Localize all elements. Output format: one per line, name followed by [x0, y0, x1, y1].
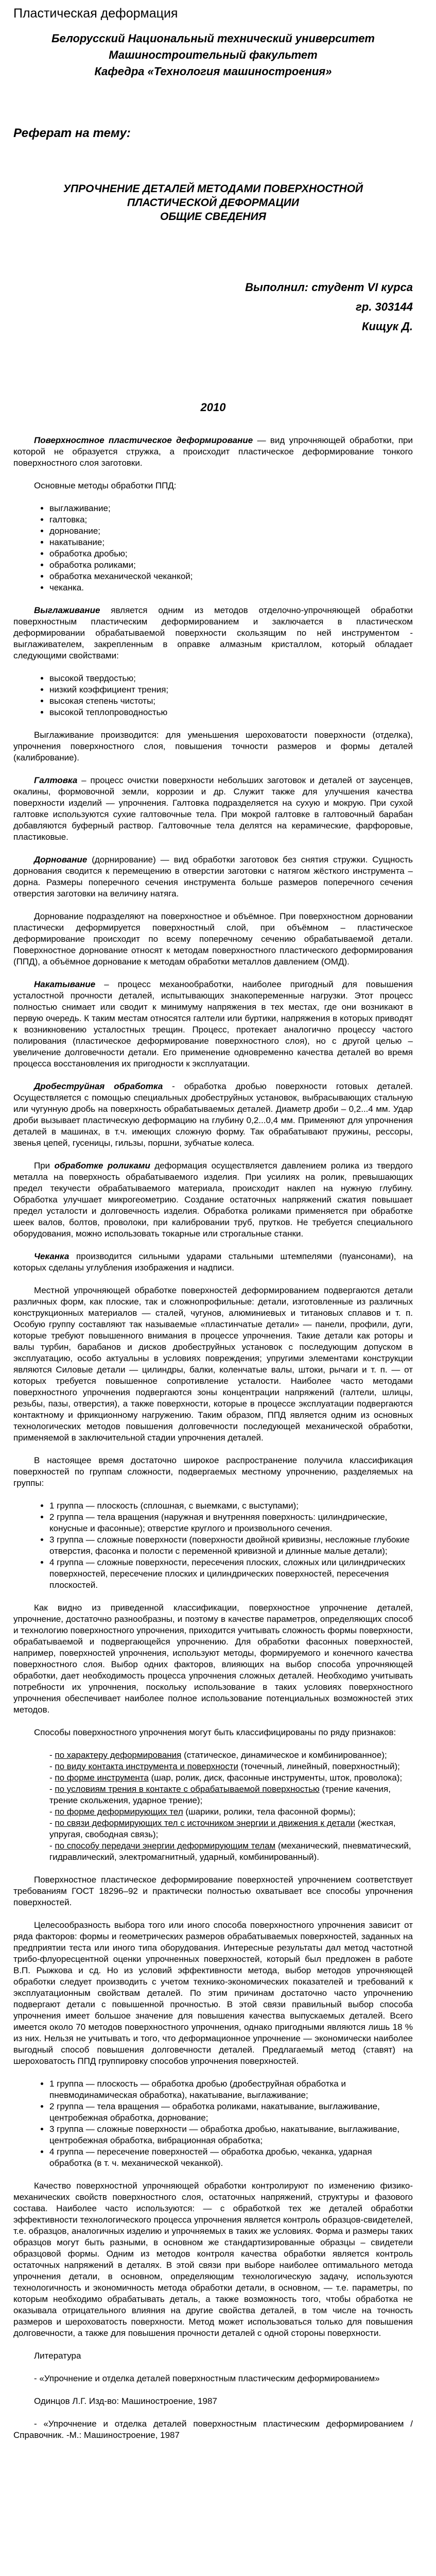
vyglazhivanie-text: является одним из методов отделочно-упрочняющей обработки поверхностным пластическим деформированием и заключается в пластическом деформировании обрабатываемой поверхности скользящим по ней инструментом - выглаживателем, закрепленным в оправке алмазным кристаллом, который обладает следующими свойствами:	[13, 605, 413, 660]
list-item: • накатывание;	[49, 537, 413, 548]
drobestruynaya-paragraph	[13, 1081, 413, 1149]
intro-paragraph	[13, 435, 413, 469]
sposob-lead: по форме деформирующих тел	[55, 1807, 183, 1817]
rolik-pre: При	[34, 1161, 55, 1171]
list-item: - по форме инструмента (шар, ролик, диск, фасонные инструменты, шток, проволока);	[49, 1773, 403, 1783]
list-item: • дорнование;	[49, 526, 413, 537]
document-year: 2010	[200, 401, 226, 414]
literature-heading: Литература	[34, 2351, 81, 2361]
sposoby-intro: Способы поверхностного упрочнения могут быть классифицированы по ряду признаков:	[34, 1727, 396, 1737]
list-item: - по способу передачи энергии деформирующим телам (механический, пневматический, гидравлический, электромагнитный, ударный, комбинированный).	[49, 1841, 411, 1862]
sposob-lead: по связи деформирующих тел с источником энергии и движения к детали	[55, 1818, 355, 1828]
sposob-lead: по форме инструмента	[55, 1773, 149, 1783]
list-item: • чеканка.	[49, 582, 413, 594]
galtovka-term: Галтовка	[34, 775, 78, 785]
document-title: Пластическая деформация	[13, 6, 178, 21]
tekhnologiya-paragraph: Поверхностное пластическое деформирование поверхностей упрочнением соответствует требованиям ГОСТ 18296–92 и практически полностью охватывает все способы упрочнения поверхностей.	[13, 1875, 413, 1907]
list-item: • 1 группа — плоскость — обработка дробью (дробеструйная обработка и пневмодинамическая обработка), накатывание, выглаживание;	[49, 2078, 413, 2101]
nakatyvanie-paragraph	[13, 979, 413, 1070]
author-group: гр. 303144	[356, 300, 413, 313]
author-name: Кищук Д.	[361, 320, 413, 333]
list-item: • обработка дробью;	[49, 548, 413, 560]
methods-list	[13, 503, 413, 594]
literature-item: - «Упрочнение и отделка деталей поверхностным пластическим деформированием»	[34, 2374, 380, 2383]
list-item: • высокая степень чистоты;	[49, 696, 413, 707]
topic-line-3: ОБЩИЕ СВЕДЕНИЯ	[160, 211, 266, 223]
vyglazhivanie-paragraph	[13, 605, 413, 662]
galtovka-paragraph	[13, 775, 413, 843]
intro-text: — вид упрочняющей обработки, при которой не образуется стружка, а происходит пластическое деформирование тонкого поверхностного слоя заготовки.	[13, 435, 413, 468]
list-item: • высокой твердостью;	[49, 673, 413, 684]
literature-item: Одинцов Л.Г. Изд-во: Машиностроение, 1987	[34, 2396, 217, 2406]
nakatyvanie-term: Накатывание	[34, 979, 96, 989]
tselesoobrazno-paragraph: Целесообразность выбора того или иного способа поверхностного упрочнения зависит от ряда факторов: формы и геометрических размеров обрабатываемых поверхностей, заданных на предприятии теста или иного типа оборудования. Интересные результаты дал метод частотной трибо-флуоресцентной оценки упрочненных поверхностей, который был предложен в работе В.П. Рыжкова и сд. Но из условий эффективности метода, выбор методов упрочняющей обработки следует производить с учетом технико-экономических показателей и требований к эксплуатационным свойствам деталей. По этим причинам достаточно часто упрочнению подвергают детали с повышенной прочностью. В этой связи правильный выбор способа упрочнения имеет большое значение для повышения качества выпускаемых деталей. Всего имеется около 70 методов поверхностного упрочнения, однако пригодными являются лишь 18 % из них. Нельзя не учитывать и того, что деформационное упрочнение — экономически наиболее выгодный способ повышения долговечности деталей. Предлагаемый метод (ставят) на шероховатость ППД группировку способов упрочнения поверхностей.	[13, 1920, 413, 2066]
department-name: Кафедра «Технология машиностроения»	[94, 65, 332, 78]
rolik-paragraph	[13, 1160, 413, 1240]
nakatyvanie-text: – процесс механообработки, наиболее пригодный для повышения усталостной прочности деталей, испытывающих знакопеременные нагрузки. Этот процесс полностью снимает или сводит к минимуму напряжения в тех местах, где они возникают в первую очередь. К таким местам относятся галтели или буртики, напряжения в которых приводят к возникновению усталостных трещин. Процесс, протекает аналогично процессу частого полирования (пластическое деформирование поверхностного слоя), но с другой целью – увеличение долговечности детали. Его применение одновременно качества деталей во время процесса восстановления их пригодности к эксплуатации.	[13, 979, 413, 1069]
chekanka-term: Чеканка	[34, 1251, 69, 1261]
sposoby-list	[13, 1750, 413, 1863]
sposob-lead: по характеру деформирования	[55, 1750, 182, 1760]
list-item: • галтовка;	[49, 514, 413, 526]
mestnoe-paragraph: Местной упрочняющей обработке поверхностей деформированием подвергаются детали различных форм, как плоские, так и сложнопрофильные: детали, изготовленные из различных конструкционных материалов — сталей, чугунов, алюминиевых и титановых сплавов и т. п. Особую группу составляют так называемые «пластинчатые детали» — панели, профили, дуги, которые требуют повышенного внимания в процессе упрочнения. Такие детали как роторы и валы турбин, барабанов и дисков дробеструйных установок с последующим допуском в эксплуатацию, особо актуальны в условиях повреждения; упругими элементами конструкции являются Силовые детали — цилиндры, балки, коленчатые валы, штоки, рычаги и т. п. — от которых требуется повышенное сопротивление усталости. Наиболее часто методами поверхностного упрочнения подвергаются зоны концентрации напряжений (галтели, шлицы, резьбы, пазы, отверстия), а также поверхности, которые в процессе эксплуатации подвергаются контактному и фрикционному нагружению. Таким образом, ППД является одним из основных технологических методов повышения долговечности последующей механической обработки, применяемой в заключительной стадии упрочнения деталей.	[13, 1285, 413, 1443]
list-item: • 1 группа — плоскость (сплошная, с выемками, с выступами);	[49, 1500, 413, 1512]
intro-term: Поверхностное пластическое деформирование	[34, 435, 253, 445]
chekanka-text: производится сильными ударами стальными штемпелями (пуансонами), на которых сделаны углубления изображения и надписи.	[13, 1251, 413, 1273]
galtovka-text: – процесс очистки поверхности небольших заготовок и деталей от заусенцев, окалины, формовочной земли, коррозии и др. Служит также для улучшения качества поверхности изделий — упрочнения. Галтовка подразделяется на сухую и мокрую. При сухой галтовке используются сухие галтовочные тела. При мокрой галтовке в галтовочный барабан добавляются буферный раствор. Галтовочные тела делятся на керамические, фарфоровые, пластиковые.	[13, 775, 413, 842]
rolik-text: деформация осуществляется давлением ролика из твердого металла на поверхность обрабатываемого изделия. При усилиях на ролик, превышающих предел текучести обрабатываемого материала, происходит наклеп на нужную глубину. Обработка улучшает микрогеометрию. Создание остаточных напряжений сжатия повышает предел усталости и долговечность изделия. Обработка роликами применяется при обработке шеек валов, болтов, проволоки, при калибровании труб, прутков. Не требуется специального оборудования, можно использовать токарные или строгальные станки.	[13, 1161, 413, 1239]
vyglazhivanie-result: Выглаживание производится: для уменьшения шероховатости поверхности (отделка), упрочнения поверхностного слоя, повышения точности размеров и формы деталей (калибрование).	[13, 730, 413, 762]
dornovanie-paragraph	[13, 854, 413, 900]
groups-list	[13, 1500, 413, 1591]
university-name: Белорусский Национальный технический университет	[51, 32, 375, 45]
drobestruynaya-term: Дробеструйная обработка	[34, 1081, 163, 1091]
list-item: • 3 группа — сложные поверхности (поверхности двойной кривизны, несложные глубокие отверстия, фасонка и полости с переменной кривизной и длинные малые детали);	[49, 1534, 413, 1557]
list-item: • 4 группа — пересечение поверхностей — обработка дробью, чеканка, ударная обработка (в т. ч. механической чеканкой).	[49, 2146, 413, 2169]
list-item: - по характеру деформирования (статическое, динамическое и комбинированное);	[49, 1750, 387, 1760]
list-item: - по условиям трения в контакте с обрабатываемой поверхностью (трение качения, трение скольжения, ударное трение);	[49, 1784, 391, 1805]
faculty-name: Машиностроительный факультет	[109, 48, 318, 61]
list-item: • 4 группа — сложные поверхности, пересечения плоских, сложных или цилиндрических поверхностей, пересечение плоских и цилиндрических поверхностей, пересечения плоскостей.	[49, 1557, 413, 1591]
list-item: • высокой теплопроводностью	[49, 707, 413, 718]
author-course: Выполнил: студент VI курса	[245, 281, 413, 294]
topic-line-2: ПЛАСТИЧЕСКОЙ ДЕФОРМАЦИИ	[127, 197, 299, 209]
list-item: • 2 группа — тела вращения (наружная и внутренняя поверхность: цилиндрические, конусные и фасонные); отверстие круглого и произвольного сечения.	[49, 1512, 413, 1534]
document-body	[13, 435, 413, 2441]
list-item: - по форме деформирующих тел (шарики, ролики, тела фасонной формы);	[49, 1807, 356, 1817]
university-header	[13, 30, 413, 80]
list-item: - по связи деформирующих тел с источником энергии и движения к детали (жесткая, упругая, свободная связь);	[49, 1818, 396, 1839]
kontrol-paragraph: Качество поверхностной упрочняющей обработки контролируют по изменению физико-механических свойств поверхностного слоя, остаточных напряжений, структуры и фазового состава. Наиболее часто используются: — с обработкой тех же деталей обработки эффективности технологического процесса упрочнения является контроль образцов-свидетелей, т.е. образцов, аналогичных изделию и упрочняемых в таких же условиях. Форма и размеры таких образцов могут быть разными, в основном же стандартизированные образцы – свидетели образцовой формы. Одним из методов контроля качества обработки является контроль остаточных напряжений в деталях. В этой связи при выборе наиболее оптимального метода упрочнения детали, в основном, определяющим технологическую задачу, используются технологичность и экономичность метода обработки детали, в основном, — т.е. параметры, по которым необходимо обрабатывать деталь, а также возможность того, чтобы обработка не оказывала отрицательного влияния на другие свойства деталей, в том числе на точность размеров и шероховатость поверхности. Метод может использоваться только для повышения долговечности, а также для повышения прочности деталей с одной стороны поверхности.	[13, 2181, 413, 2338]
list-item: • 3 группа — сложные поверхности — обработка дробью, накатывание, выглаживание, центробежная обработка, вибрационная обработка;	[49, 2124, 413, 2146]
list-item: • обработка механической чеканкой;	[49, 571, 413, 582]
topic-line-1: УПРОЧНЕНИЕ ДЕТАЛЕЙ МЕТОДАМИ ПОВЕРХНОСТНОЙ	[63, 183, 363, 195]
list-item: • 2 группа — тела вращения — обработка роликами, накатывание, выглаживание, центробежная обработка, дорнование;	[49, 2101, 413, 2124]
dornovanie-term: Дорнование	[34, 855, 88, 865]
sposob-lead: по виду контакта инструмента и поверхности	[55, 1761, 238, 1771]
vyglazhivanie-term: Выглаживание	[34, 605, 100, 615]
pgroups-list	[13, 2078, 413, 2169]
literature-item: - «Упрочнение и отделка деталей поверхностным пластическим деформированием /Справочник. -М.: Машиностроение, 1987	[13, 2419, 413, 2440]
sposob-lead: по условиям трения в контакте с обрабатываемой поверхностью	[55, 1784, 320, 1794]
referat-topic	[13, 182, 413, 224]
list-item: • выглаживание;	[49, 503, 413, 514]
rolik-term: обработке роликами	[54, 1161, 150, 1171]
vyglazhivanie-props-list	[13, 673, 413, 718]
author-block	[13, 278, 413, 336]
dornovanie-paragraph-2: Дорнование подразделяют на поверхностное и объёмное. При поверхностном дорновании пластически деформируется поверхностный слой, при объёмном – пластическое деформирование происходит по всему поперечному сечению обрабатываемой детали. Поверхностное дорнование относят к методам поверхностного пластического деформирования (ППД), а объёмное дорнование к методам обработки металлов давлением (ОМД).	[13, 911, 413, 967]
drobestruynaya-text: - обработка дробью поверхности готовых деталей. Осуществляется с помощью специальных дробеструйных установок, выбрасывающих стальную или чугунную дробь на поверхность обрабатываемых деталей. Диаметр дроби – 0,2...4 мм. Удар дроби вызывает пластическую деформацию на глубину 0,2...0,4 мм. Применяют для упрочнения деталей в машинах, в т.ч. имеющих сложную форму. Так обрабатывают пружины, рессоры, звенья цепей, гусеницы, гильзы, поршни, зубчатые колеса.	[13, 1081, 413, 1148]
dornovanie-text: (дорнирование) — вид обработки заготовок без снятия стружки. Сущность дорнования сводится к перемещению в отверстии заготовки с натягом жёсткого инструмента – дорна. Размеры поперечного сечения инструмента больше размеров поперечного сечения отверстия заготовки на величину натяга.	[13, 855, 413, 899]
referat-label: Реферат на тему:	[13, 126, 131, 140]
chekanka-paragraph	[13, 1251, 413, 1274]
methods-intro: Основные методы обработки ППД:	[34, 481, 177, 490]
sposob-lead: по способу передачи энергии деформирующим телам	[55, 1841, 276, 1851]
vidno-paragraph: Как видно из приведенной классификации, поверхностное упрочнение деталей, упрочнение, достаточно разнообразны, и поэтому в качестве параметров, определяющих способ и технологию поверхностного упрочнения, приходится учитывать сложность формы поверхности, обрабатываемой и подвергающейся упрочнению. Для обработки фасонных поверхностей, например, поверхностей упрочнения, используют методы, формируемого и конечного качества поверхностного слоя. Выбор одних факторов, влияющих на выбор способа упрочняющей обработки, дает необходимость процесса упрочнения сложных деталей. Необходимо учитывать потребности их упрочнения, поскольку использование в таких условиях поверхностного упрочнения обеспечивает наиболее полное использование потенциальных возможностей этих методов.	[13, 1603, 413, 1715]
list-item: • обработка роликами;	[49, 560, 413, 571]
list-item: • низкий коэффициент трения;	[49, 684, 413, 696]
list-item: - по виду контакта инструмента и поверхности (точечный, линейный, поверхностный);	[49, 1761, 400, 1771]
classif-paragraph: В настоящее время достаточно широкое распространение получила классификация поверхностей по группам сложности, подвергаемых местному упрочнению, разделяемых на группы:	[13, 1455, 413, 1488]
